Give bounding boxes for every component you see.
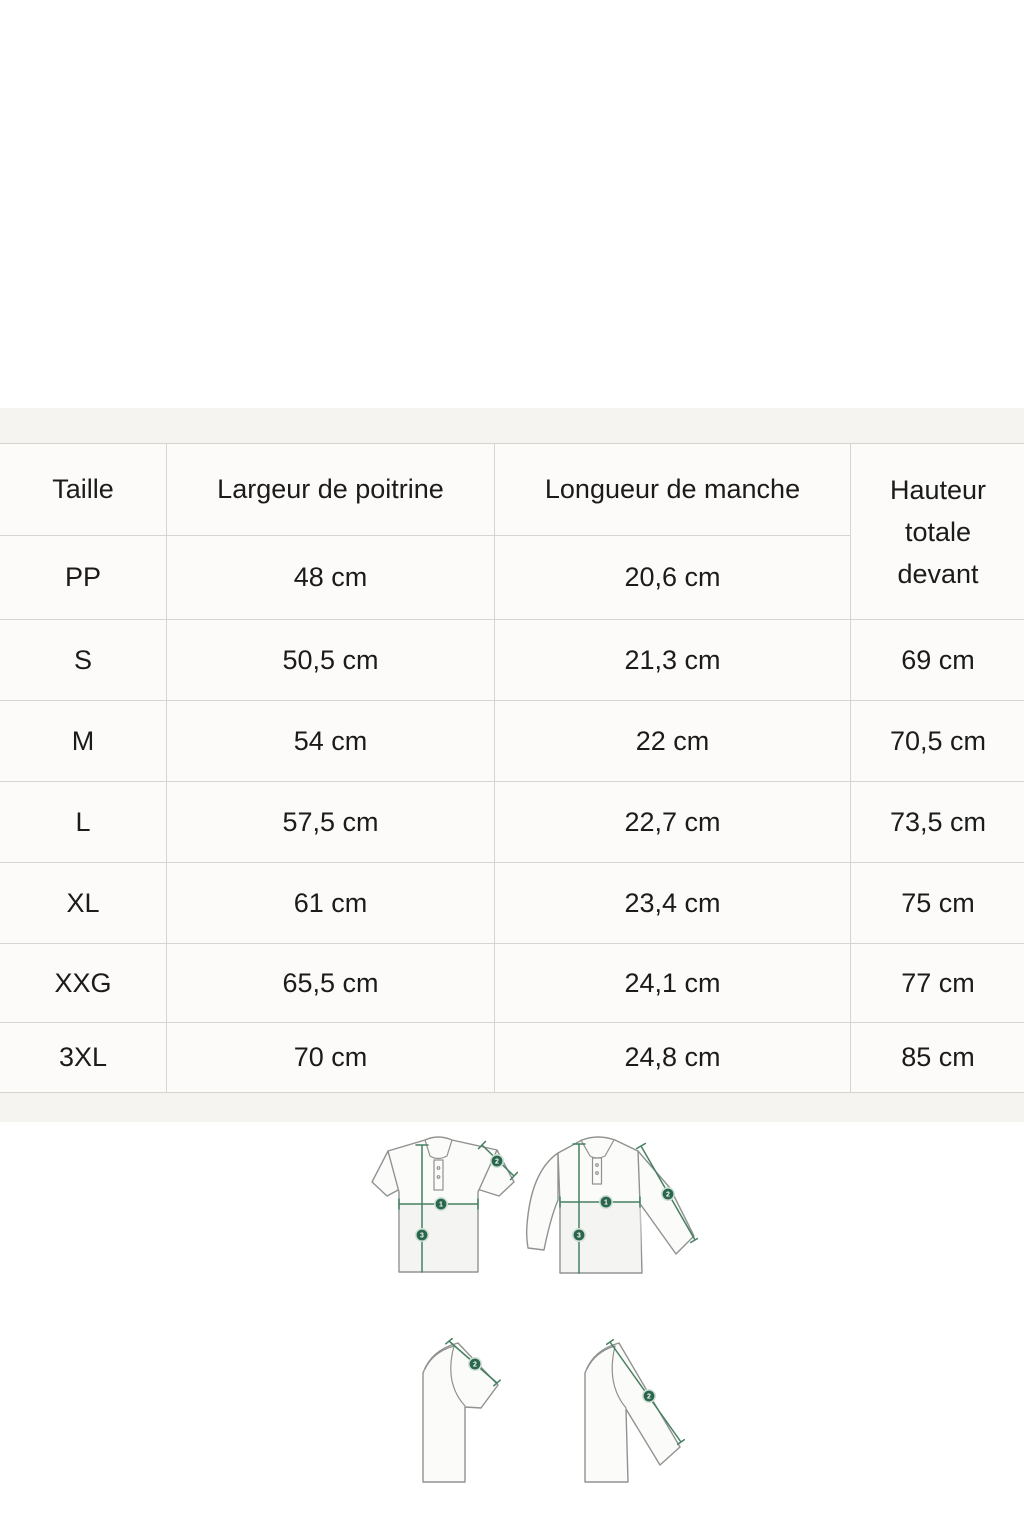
svg-text:2: 2 xyxy=(666,1191,670,1199)
size-cell: M xyxy=(0,701,167,782)
height-cell: 73,5 cm xyxy=(851,782,1024,863)
sleeve-cell: 22 cm xyxy=(495,701,851,782)
chest-cell: 70 cm xyxy=(167,1023,495,1093)
svg-text:3: 3 xyxy=(577,1232,581,1240)
sleeve-cell: 23,4 cm xyxy=(495,863,851,944)
size-cell: PP xyxy=(0,536,167,620)
svg-text:2: 2 xyxy=(647,1393,651,1401)
svg-text:2: 2 xyxy=(495,1158,499,1166)
garment-outline xyxy=(423,1343,498,1482)
sleeve-cell: 24,8 cm xyxy=(495,1023,851,1093)
height-cell: 75 cm xyxy=(851,863,1024,944)
svg-text:2: 2 xyxy=(473,1361,477,1369)
raglan-short-sleeve-diagram xyxy=(418,1338,503,1486)
table-row-xl xyxy=(0,863,1024,944)
chest-cell: 50,5 cm xyxy=(167,620,495,701)
table-row-s xyxy=(0,620,1024,701)
size-cell: S xyxy=(0,620,167,701)
chest-cell: 48 cm xyxy=(167,536,495,620)
size-table xyxy=(0,443,1024,1093)
height-cell: 85 cm xyxy=(851,1023,1024,1093)
polo-long-sleeve-diagram xyxy=(518,1130,698,1278)
measurement-badge-sleeve xyxy=(662,1188,674,1200)
measurement-badge-sleeve xyxy=(643,1390,655,1402)
size-cell: XL xyxy=(0,863,167,944)
svg-text:1: 1 xyxy=(604,1199,608,1207)
torso-shade xyxy=(400,1205,477,1271)
col-header-taille: Taille xyxy=(0,444,167,536)
height-cell: 69 cm xyxy=(851,620,1024,701)
sleeve-cell: 22,7 cm xyxy=(495,782,851,863)
col-header-hauteur-label: Hauteur totale devant xyxy=(889,474,987,589)
polo-short-sleeve-diagram xyxy=(368,1132,518,1280)
table-row-xxg xyxy=(0,944,1024,1023)
measurement-badge-sleeve xyxy=(491,1155,503,1167)
height-cell: 77 cm xyxy=(851,944,1024,1023)
col-header-longueur-manche: Longueur de manche xyxy=(495,444,851,536)
table-row-l xyxy=(0,782,1024,863)
left-sleeve xyxy=(527,1153,558,1250)
sleeve-cell: 21,3 cm xyxy=(495,620,851,701)
size-guide-section xyxy=(0,408,1024,1122)
col-header-hauteur-totale-devant xyxy=(851,444,1024,620)
table-header-row xyxy=(0,444,1024,536)
garment-outline xyxy=(585,1343,680,1482)
chest-cell: 61 cm xyxy=(167,863,495,944)
measurement-badge-chest xyxy=(435,1198,447,1210)
table-row-3xl xyxy=(0,1023,1024,1093)
measurement-badge-front-height xyxy=(416,1229,428,1241)
chest-cell: 57,5 cm xyxy=(167,782,495,863)
svg-text:3: 3 xyxy=(420,1232,424,1240)
size-cell: XXG xyxy=(0,944,167,1023)
sleeve-cell: 20,6 cm xyxy=(495,536,851,620)
svg-text:1: 1 xyxy=(439,1201,443,1209)
raglan-long-sleeve-diagram xyxy=(581,1338,691,1486)
size-cell: 3XL xyxy=(0,1023,167,1093)
measurement-badge-front-height xyxy=(573,1229,585,1241)
size-cell: L xyxy=(0,782,167,863)
chest-cell: 65,5 cm xyxy=(167,944,495,1023)
sleeve-cell: 24,1 cm xyxy=(495,944,851,1023)
chest-cell: 54 cm xyxy=(167,701,495,782)
col-header-largeur-poitrine: Largeur de poitrine xyxy=(167,444,495,536)
height-cell: 70,5 cm xyxy=(851,701,1024,782)
measurement-badge-chest xyxy=(600,1196,612,1208)
measurement-badge-sleeve xyxy=(469,1358,481,1370)
table-row-m xyxy=(0,701,1024,782)
